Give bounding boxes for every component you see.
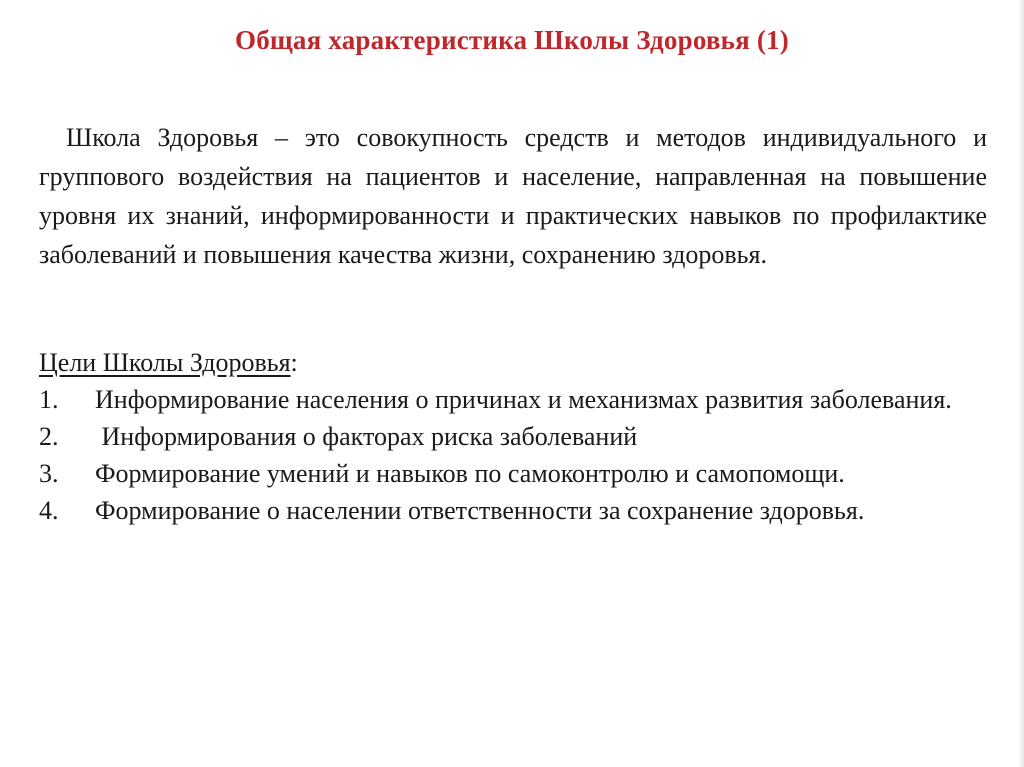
- goal-number: 4.: [39, 496, 59, 525]
- slide-edge-shadow: [1018, 0, 1024, 767]
- definition-paragraph: [39, 118, 987, 274]
- goal-item-4: [39, 492, 979, 529]
- definition-term: Школа Здоровья: [66, 123, 259, 152]
- goal-text: Формирование умений и навыков по самоконтролю и самопомощи.: [95, 459, 845, 488]
- goals-heading-colon: :: [290, 348, 298, 377]
- goal-item-2: [39, 418, 979, 455]
- goals-heading-text: Цели Школы Здоровья: [39, 348, 291, 377]
- goals-heading: [39, 345, 298, 381]
- goal-number: 1.: [39, 385, 59, 414]
- goal-number: 3.: [39, 459, 59, 488]
- definition-text: – это совокупность средств и методов индивидуального и группового воздействия на пациентов и население, направленная на повышение уровня их знаний, информированности и практических навыков по профилактике заболеваний и повышения качества жизни, сохранению здоровья.: [39, 123, 987, 269]
- goal-text: Информирования о факторах риска заболеваний: [95, 422, 638, 451]
- slide-title: Общая характеристика Школы Здоровья (1): [235, 25, 789, 55]
- goal-item-1: [39, 381, 979, 418]
- goal-item-3: [39, 455, 979, 492]
- goal-text: Информирование населения о причинах и механизмах развития заболевания.: [95, 385, 952, 414]
- goals-list: [39, 381, 979, 529]
- goal-text: Формирование о населении ответственности за сохранение здоровья.: [95, 496, 865, 525]
- goal-number: 2.: [39, 422, 59, 451]
